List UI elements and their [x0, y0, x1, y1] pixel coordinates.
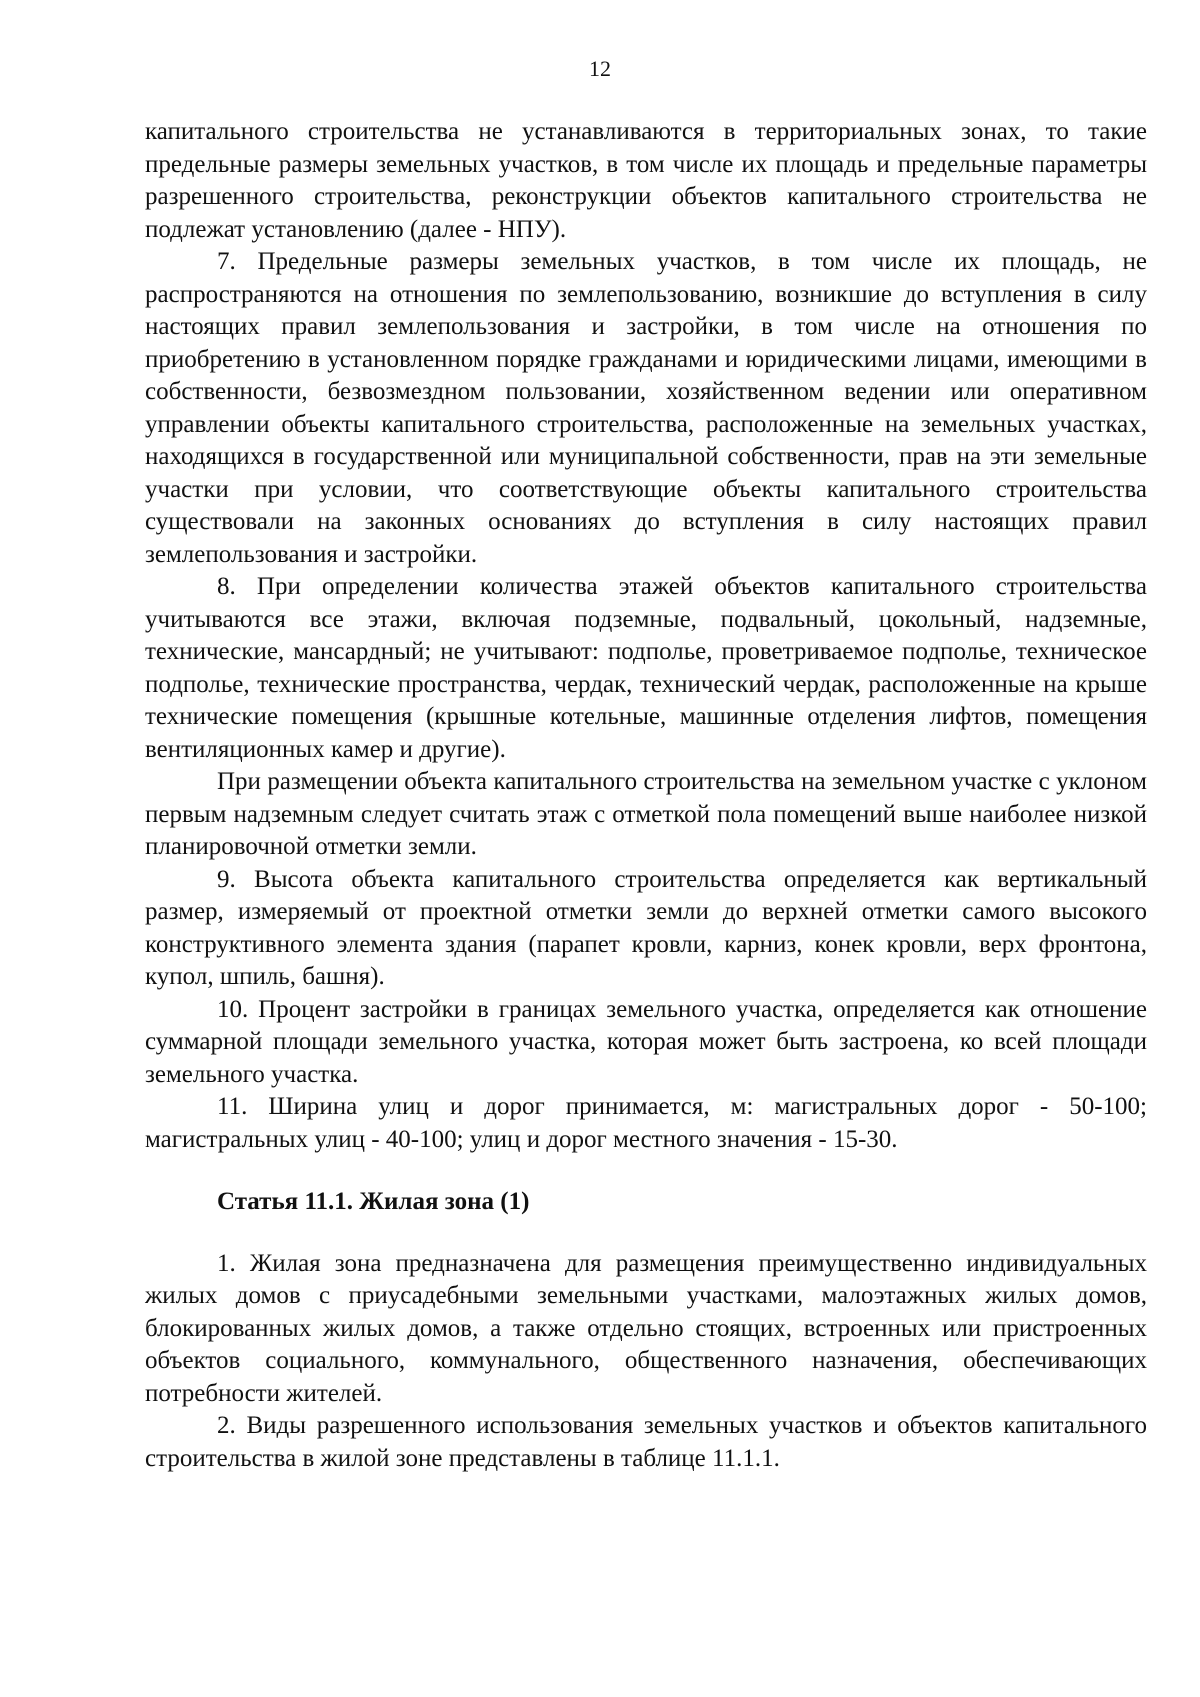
paragraph-item-11: 11. Ширина улиц и дорог принимается, м: магистральных дорог - 50-100; магистральных улиц - 40-100; улиц и дорог местного значения - 15-30.	[145, 1093, 1147, 1153]
page-number: 12	[589, 56, 611, 81]
paragraph-item-8: 8. При определении количества этажей объектов капитального строительства учитываются все этажи, включая подземные, подвальный, цокольный, надземные, технические, мансардный; не учитывают: подполье, проветриваемое подполье, техническое подполье, технические пространства, чердак, технический чердак, расположенные на крыше технические помещения (крышные котельные, машинные отделения лифтов, помещения вентиляционных камер и другие).	[145, 573, 1147, 763]
paragraph-item-7: 7. Предельные размеры земельных участков, в том числе их площадь, не распространяются на отношения по землепользованию, возникшие до вступления в силу настоящих правил землепользования и застройки, в том числе на отношения по приобретению в установленном порядке гражданами и юридическими лицами, имеющими в собственности, безвозмездном пользовании, хозяйственном ведении или оперативном управлении объекты капитального строительства, расположенные на земельных участках, находящихся в государственной или муниципальной собственности, прав на эти земельные участки при условии, что соответствующие объекты капитального строительства существовали на законных основаниях до вступления в силу настоящих правил землепользования и застройки.	[145, 248, 1147, 568]
paragraph-item-10: 10. Процент застройки в границах земельного участка, определяется как отношение суммарной площади земельного участка, которая может быть застроена, ко всей площади земельного участка.	[145, 995, 1147, 1088]
paragraph-sloped-site-note: При размещении объекта капитального строительства на земельном участке с уклоном первым надземным следует считать этаж с отметкой пола помещений выше наиболее низкой планировочной отметки земли.	[145, 768, 1147, 860]
paragraph-continuation: капитального строительства не устанавливаются в территориальных зонах, то такие предельные размеры земельных участков, в том числе их площадь и предельные параметры разрешенного строительства, реконструкции объектов капитального строительства не подлежат установлению (далее - НПУ).	[145, 118, 1147, 243]
section-paragraph-1: 1. Жилая зона предназначена для размещения преимущественно индивидуальных жилых домов с приусадебными земельными участками, малоэтажных жилых домов, блокированных жилых домов, а также отдельно стоящих, встроенных или пристроенных объектов социального, коммунального, общественного назначения, обеспечивающих потребности жителей.	[145, 1249, 1147, 1407]
document-body	[145, 116, 1147, 1475]
section-heading: Статья 11.1. Жилая зона (1)	[217, 1188, 530, 1215]
section-paragraph-2: 2. Виды разрешенного использования земельных участков и объектов капитального строительства в жилой зоне представлены в таблице 11.1.1.	[145, 1412, 1147, 1472]
paragraph-item-9: 9. Высота объекта капитального строительства определяется как вертикальный размер, измеряемый от проектной отметки земли до верхней отметки самого высокого конструктивного элемента здания (парапет кровли, карниз, конек кровли, верх фронтона, купол, шпиль, башня).	[145, 865, 1147, 990]
